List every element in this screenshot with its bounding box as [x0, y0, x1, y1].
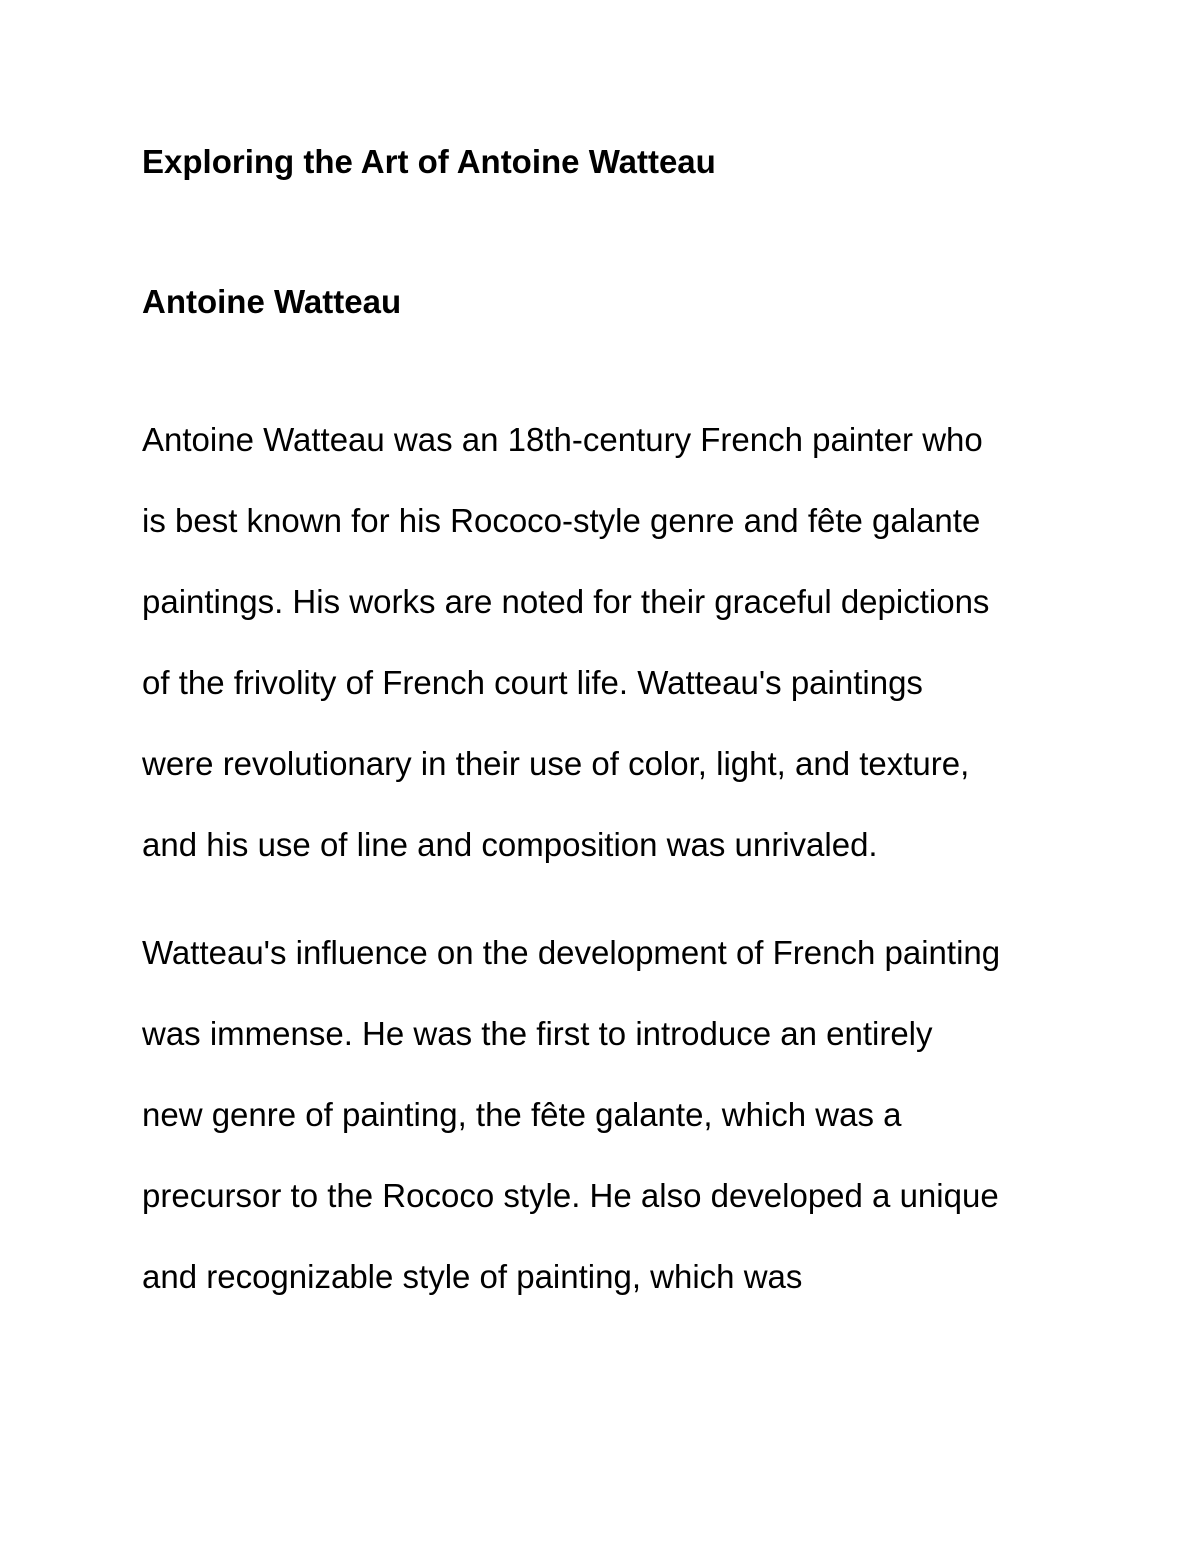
paragraph-line: Antoine Watteau was an 18th-century French painter who: [142, 421, 983, 458]
paragraph-line: and his use of line and composition was unrivaled.: [142, 826, 878, 863]
document-title: Exploring the Art of Antoine Watteau: [142, 143, 716, 180]
paragraph-line: Watteau's influence on the development of French painting: [142, 934, 1001, 971]
paragraph-line: were revolutionary in their use of color, light, and texture,: [142, 745, 970, 782]
paragraph-line: of the frivolity of French court life. Watteau's paintings: [142, 664, 923, 701]
paragraph-line: was immense. He was the first to introduce an entirely: [142, 1015, 933, 1052]
paragraph-line: precursor to the Rococo style. He also developed a unique: [142, 1177, 999, 1214]
section-heading: Antoine Watteau: [142, 283, 402, 320]
paragraph-line: new genre of painting, the fête galante, which was a: [142, 1096, 902, 1133]
paragraph-line: and recognizable style of painting, which was: [142, 1258, 803, 1295]
paragraph-line: is best known for his Rococo-style genre and fête galante: [142, 502, 981, 539]
paragraph-line: paintings. His works are noted for their graceful depictions: [142, 583, 990, 620]
